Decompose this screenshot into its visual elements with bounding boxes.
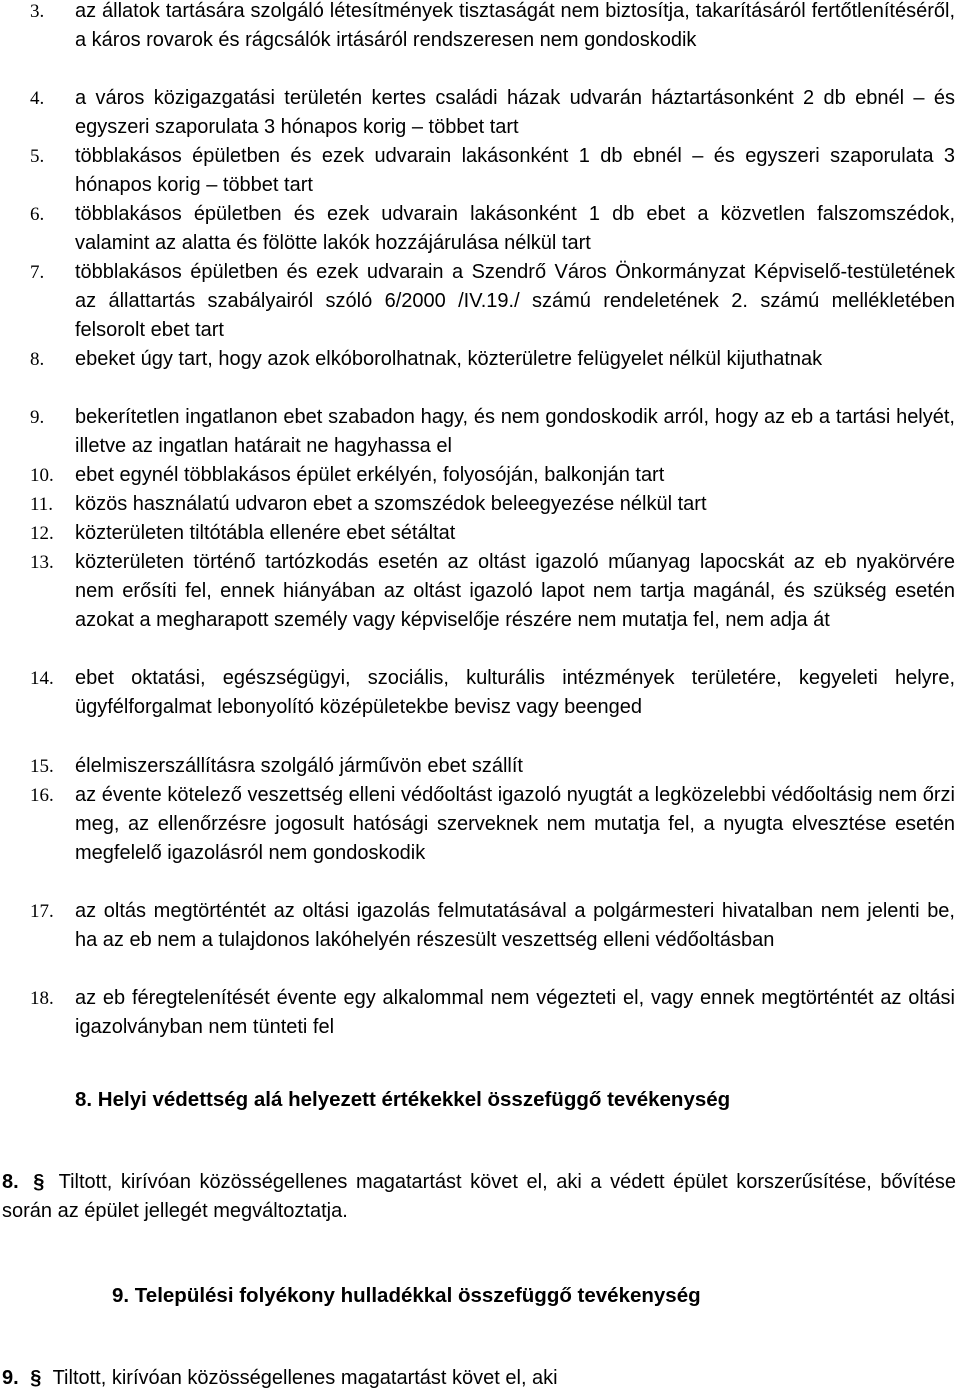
item-number: 4.	[30, 88, 45, 109]
list-item	[0, 548, 960, 664]
item-number: 3.	[30, 1, 45, 22]
list-item	[0, 200, 960, 258]
item-text: többlakásos épületben és ezek udvarain lakásonként 1 db ebnél – és egyszeri szaporulata 3 hónapos korig – többet tart	[75, 145, 955, 196]
list-item	[0, 84, 960, 142]
item-number: 9.	[30, 407, 45, 428]
item-text: közterületen tiltótábla ellenére ebet sétáltat	[75, 522, 456, 544]
paragraph-text: Tiltott, kirívóan közösségellenes magatartást követ el, aki	[52, 1367, 558, 1389]
item-text: közterületen történő tartózkodás esetén az oltást igazoló műanyag lapocskát az eb nyakörvére nem erősíti fel, ennek hiányában az oltást igazoló lapot nem tartja magánál, és szükség esetén azokat a megharapott személy vagy képviselője részére nem mutatja fel, nem adja át	[75, 551, 955, 631]
paragraph-text: Tiltott, kirívóan közösségellenes magatartást követ el, aki a védett épület korszerűsítése, bővítése során az épület jellegét megváltoztatja.	[2, 1171, 957, 1222]
item-text: bekerítetlen ingatlanon ebet szabadon hagy, és nem gondoskodik arról, hogy az eb a tartási helyét, illetve az ingatlan határait ne hagyhassa el	[75, 406, 955, 457]
item-number: 6.	[30, 204, 45, 225]
list-item	[0, 345, 960, 403]
item-text: többlakásos épületben és ezek udvarain lakásonként 1 db ebet a közvetlen falszomszédok, valamint az alatta és fölötte lakók hozzájárulása nélkül tart	[75, 203, 955, 254]
list-item	[0, 752, 960, 781]
item-number: 10.	[30, 465, 54, 486]
item-number: 18.	[30, 988, 54, 1009]
item-text: az állatok tartására szolgáló létesítmények tisztaságát nem biztosítja, takarításáról fertőtlenítéséről, a káros rovarok és rágcsálók irtásáról rendszeresen nem gondoskodik	[75, 0, 955, 51]
item-text: többlakásos épületben és ezek udvarain a Szendrő Város Önkormányzat Képviselő-testületének az állattartás szabályairól szóló 6/2000 /IV.19./ számú rendeletének 2. számú mellékletében felsorolt ebet tart	[75, 261, 955, 341]
paragraph-9	[2, 1364, 956, 1393]
list-item	[0, 0, 960, 84]
list-item	[0, 781, 960, 897]
item-text: ebet oktatási, egészségügyi, szociális, kulturális intézmények területére, kegyeleti helyre, ügyfélforgalmat lebonyolító középületekbe bevisz vagy beenged	[75, 667, 955, 718]
list-item	[0, 403, 960, 461]
section-sign: §	[30, 1367, 42, 1389]
item-number: 17.	[30, 901, 54, 922]
item-text: az eb féregtelenítését évente egy alkalommal nem végezteti el, vagy ennek megtörténtét az oltási igazolványban nem tünteti fel	[75, 987, 955, 1038]
list-item	[0, 984, 960, 1042]
section-heading-8	[0, 1085, 960, 1114]
item-number: 5.	[30, 146, 45, 167]
list-item	[0, 664, 960, 751]
paragraph-number: 8.	[2, 1171, 19, 1193]
list-item	[0, 519, 960, 548]
item-number: 13.	[30, 552, 54, 573]
list-item	[0, 461, 960, 490]
section-heading-8-text: 8. Helyi védettség alá helyezett értékekkel összefüggő tevékenység	[75, 1088, 731, 1111]
item-text: a város közigazgatási területén kertes családi házak udvarán háztartásonként 2 db ebnél – és egyszeri szaporulata 3 hónapos korig – többet tart	[75, 87, 955, 138]
list-item	[0, 142, 960, 200]
list-item	[0, 897, 960, 984]
paragraph-number: 9.	[2, 1367, 19, 1389]
item-number: 12.	[30, 523, 54, 544]
item-number: 8.	[30, 349, 45, 370]
item-number: 16.	[30, 785, 54, 806]
section-sign: §	[33, 1171, 45, 1193]
item-number: 7.	[30, 262, 45, 283]
item-number: 14.	[30, 668, 54, 689]
section-heading-9	[0, 1281, 960, 1310]
item-text: az évente kötelező veszettség elleni védőoltást igazoló nyugtát a legközelebbi védőoltásig nem őrzi meg, az ellenőrzésre jogosult hatósági szerveknek nem mutatja fel, a nyugta elvesztése esetén megfelelő igazolásról nem gondoskodik	[75, 784, 955, 864]
item-text: ebeket úgy tart, hogy azok elkóborolhatnak, közterületre felügyelet nélkül kijuthatnak	[75, 348, 823, 370]
item-number: 15.	[30, 756, 54, 777]
list-item	[0, 258, 960, 345]
list-item	[0, 490, 960, 519]
item-text: az oltás megtörténtét az oltási igazolás felmutatásával a polgármesteri hivatalban nem jelenti be, ha az eb nem a tulajdonos lakóhelyén részesült veszettség elleni védőoltásban	[75, 900, 955, 951]
section-heading-9-text: 9. Települési folyékony hulladékkal összefüggő tevékenység	[112, 1284, 701, 1307]
item-text: élelmiszerszállításra szolgáló járművön ebet szállít	[75, 755, 523, 777]
item-text: ebet egynél többlakásos épület erkélyén, folyosóján, balkonján tart	[75, 464, 665, 486]
item-number: 11.	[30, 494, 54, 515]
paragraph-8	[2, 1168, 956, 1226]
item-text: közös használatú udvaron ebet a szomszédok beleegyezése nélkül tart	[75, 493, 707, 515]
